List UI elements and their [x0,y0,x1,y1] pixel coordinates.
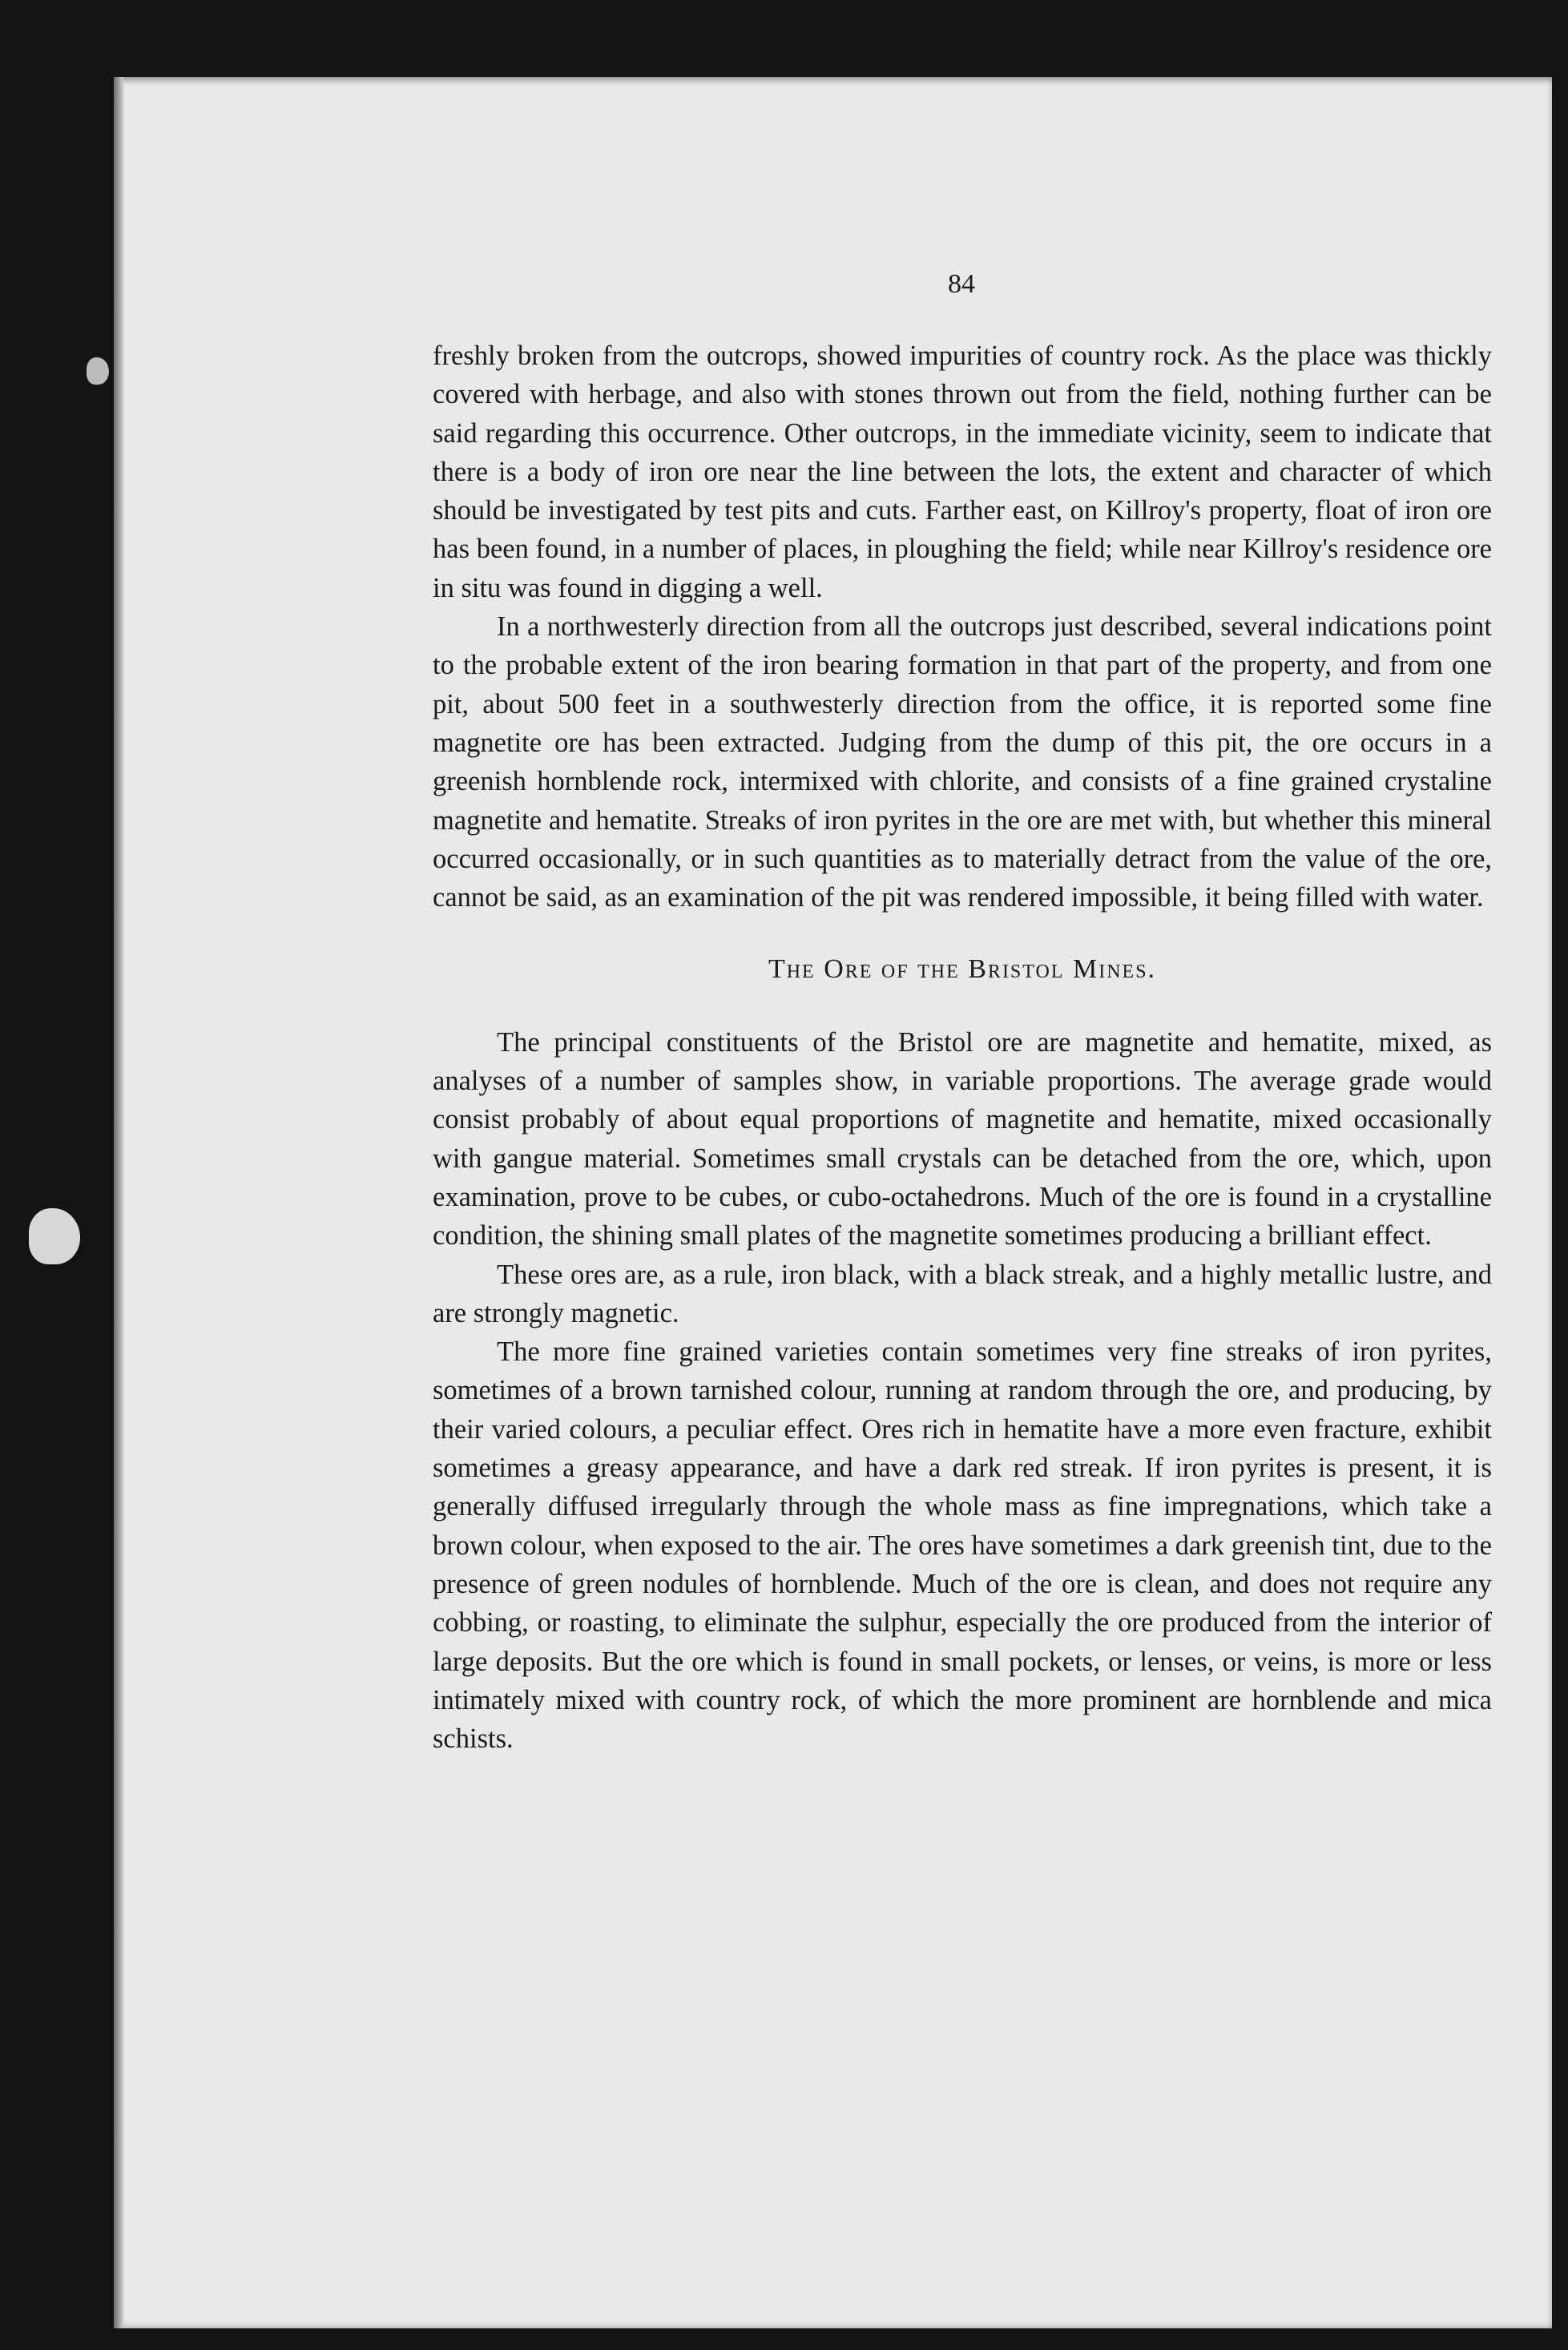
paragraph: The principal constituents of the Bristol ore are magnetite and hematite, mixed, as analyses of a number of samples show, in variable proportions. The average grade would consist probably of about equal proportions of magnetite and hematite, mixed occasionally with gangue material. Sometimes small crystals can be detached from the ore, which, upon examination, prove to be cubes, or cubo-octahedrons. Much of the ore is found in a crystalline condition, the shining small plates of the magnetite sometimes producing a brilliant effect. [433,1026,1492,1252]
paragraph: In a northwesterly direction from all the outcrops just described, several indications point to the probable extent of the iron bearing formation in that part of the property, and from one pit, about 500 feet in a southwesterly direction from the office, it is reported some fine magnetite ore has been extracted. Judging from the dump of this pit, the ore occurs in a greenish hornblende rock, intermixed with chlorite, and consists of a fine grained crystaline magnetite and hematite. Streaks of iron pyrites in the ore are met with, but whether this mineral occurred occasionally, or in such quantities as to materially detract from the value of the ore, cannot be said, as an examination of the pit was rendered impossible, it being filled with water. [433,611,1492,913]
page-text [433,337,1492,1758]
section-heading: The Ore of the Bristol Mines. [768,954,1157,985]
scan-speck [87,357,109,385]
paragraph: The more fine grained varieties contain sometimes very fine streaks of iron pyrites, sometimes of a brown tarnished colour, running at random through the ore, and producing, by their varied colours, a peculiar effect. Ores rich in hematite have a more even fracture, exhibit sometimes a greasy appearance, and have a dark red streak. If iron pyrites is present, it is generally diffused irregularly through the whole mass as fine impregnations, which take a brown colour, when exposed to the air. The ores have sometimes a dark greenish tint, due to the presence of green nodules of hornblende. Much of the ore is clean, and does not require any cobbing, or roasting, to eliminate the sulphur, especially the ore produced from the interior of large deposits. But the ore which is found in small pockets, or lenses, or veins, is more or less intimately mixed with country rock, of which the more prominent are hornblende and mica schists. [433,1336,1492,1755]
paragraph: These ores are, as a rule, iron black, with a black streak, and a highly metallic lustre, and are strongly magnetic. [433,1259,1492,1328]
scan-speck [29,1208,80,1264]
page-number: 84 [948,269,975,299]
paragraph: freshly broken from the outcrops, showed impurities of country rock. As the place was thickly covered with herbage, and also with stones thrown out from the field, nothing further can be said regarding this occurrence. Other outcrops, in the immediate vicinity, seem to indicate that there is a body of iron ore near the line between the lots, the extent and character of which should be investigated by test pits and cuts. Farther east, on Killroy's property, float of iron ore has been found, in a number of places, in ploughing the field; while near Killroy's residence ore in situ was found in digging a well. [433,341,1492,603]
page-binding-edge [114,77,123,2328]
